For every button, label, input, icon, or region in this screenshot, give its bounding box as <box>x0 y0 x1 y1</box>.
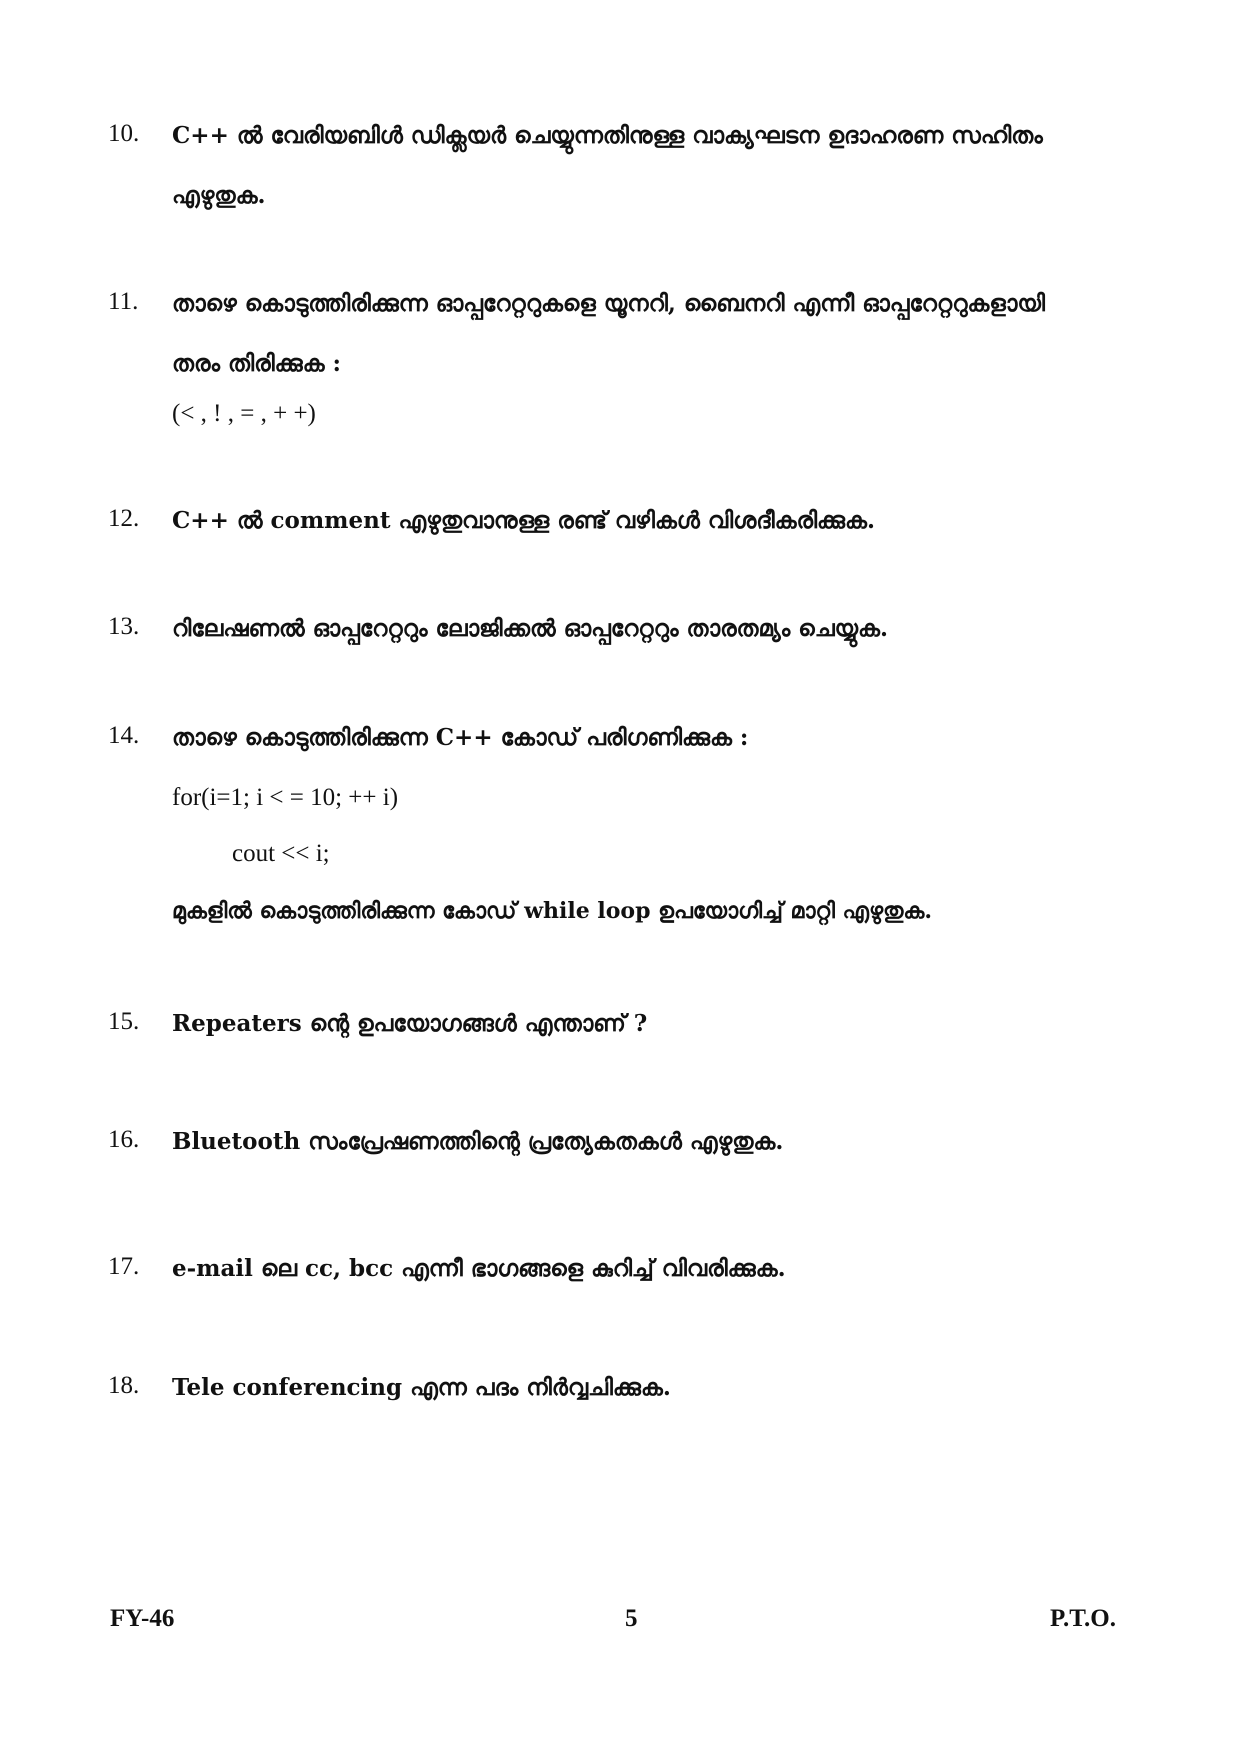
question-text <box>172 599 1132 659</box>
question-text <box>172 106 1132 226</box>
question-text <box>172 708 1132 768</box>
question-line: താഴെ കൊടുത്തിരിക്കുന്ന ഓപ്പറേറ്ററുകളെ യൂനറി, ബൈനറി എന്നീ ഓപ്പറേറ്ററുകളായി <box>172 290 1046 317</box>
question-line: Repeaters ന്റെ ഉപയോഗങ്ങൾ എന്താണ് ? <box>172 1010 648 1037</box>
question-number: 18. <box>108 1372 140 1399</box>
question-line: തരം തിരിക്കുക : <box>172 350 342 377</box>
question-line: താഴെ കൊടുത്തിരിക്കുന്ന C++ കോഡ് പരിഗണിക്കുക : <box>172 724 749 751</box>
question-line: C++ ൽ വേരിയബിൾ ഡിക്ലയർ ചെയ്യുന്നതിനുള്ള വാക്യഘടന ഉദാഹരണ സഹിതം <box>172 122 1043 149</box>
question-line: Tele conferencing എന്ന പദം നിർവ്വചിക്കുക. <box>172 1374 671 1401</box>
question-number: 12. <box>108 505 140 532</box>
question-text <box>172 491 1132 551</box>
question-line: C++ ൽ comment എഴുതുവാനുള്ള രണ്ട് വഴികൾ വിശദീകരിക്കുക. <box>172 507 875 534</box>
question-text <box>172 1358 1132 1418</box>
question-line: എഴുതുക. <box>172 182 266 209</box>
question-number: 16. <box>108 1126 140 1153</box>
page-number: 5 <box>625 1605 638 1632</box>
question-text <box>172 1112 1132 1172</box>
code-line-2: cout << i; <box>232 840 330 867</box>
question-text <box>172 1239 1132 1299</box>
question-text <box>172 994 1132 1054</box>
question-number: 10. <box>108 120 140 147</box>
question-number: 14. <box>108 722 140 749</box>
exam-code: FY-46 <box>110 1605 175 1632</box>
question-number: 13. <box>108 613 140 640</box>
question-number: 15. <box>108 1008 140 1035</box>
operator-list: (< , ! , = , + +) <box>172 400 316 427</box>
code-line-1: for(i=1; i < = 10; ++ i) <box>172 784 399 811</box>
please-turn-over: P.T.O. <box>1050 1605 1116 1632</box>
question-text <box>172 274 1132 394</box>
question-line: Bluetooth സംപ്രേഷണത്തിന്റെ പ്രത്യേകതകൾ എഴുതുക. <box>172 1128 784 1155</box>
question-number: 17. <box>108 1253 140 1280</box>
question-number: 11. <box>108 288 139 315</box>
question-line: മുകളിൽ കൊടുത്തിരിക്കുന്ന കോഡ് while loop ഉപയോഗിച്ച് മാറ്റി എഴുതുക. <box>172 898 933 924</box>
question-line: e-mail ലെ cc, bcc എന്നീ ഭാഗങ്ങളെ കുറിച്ച് വിവരിക്കുക. <box>172 1255 786 1282</box>
question-line: റിലേഷണൽ ഓപ്പറേറ്ററും ലോജിക്കൽ ഓപ്പറേറ്ററും താരതമ്യം ചെയ്യുക. <box>172 615 888 642</box>
